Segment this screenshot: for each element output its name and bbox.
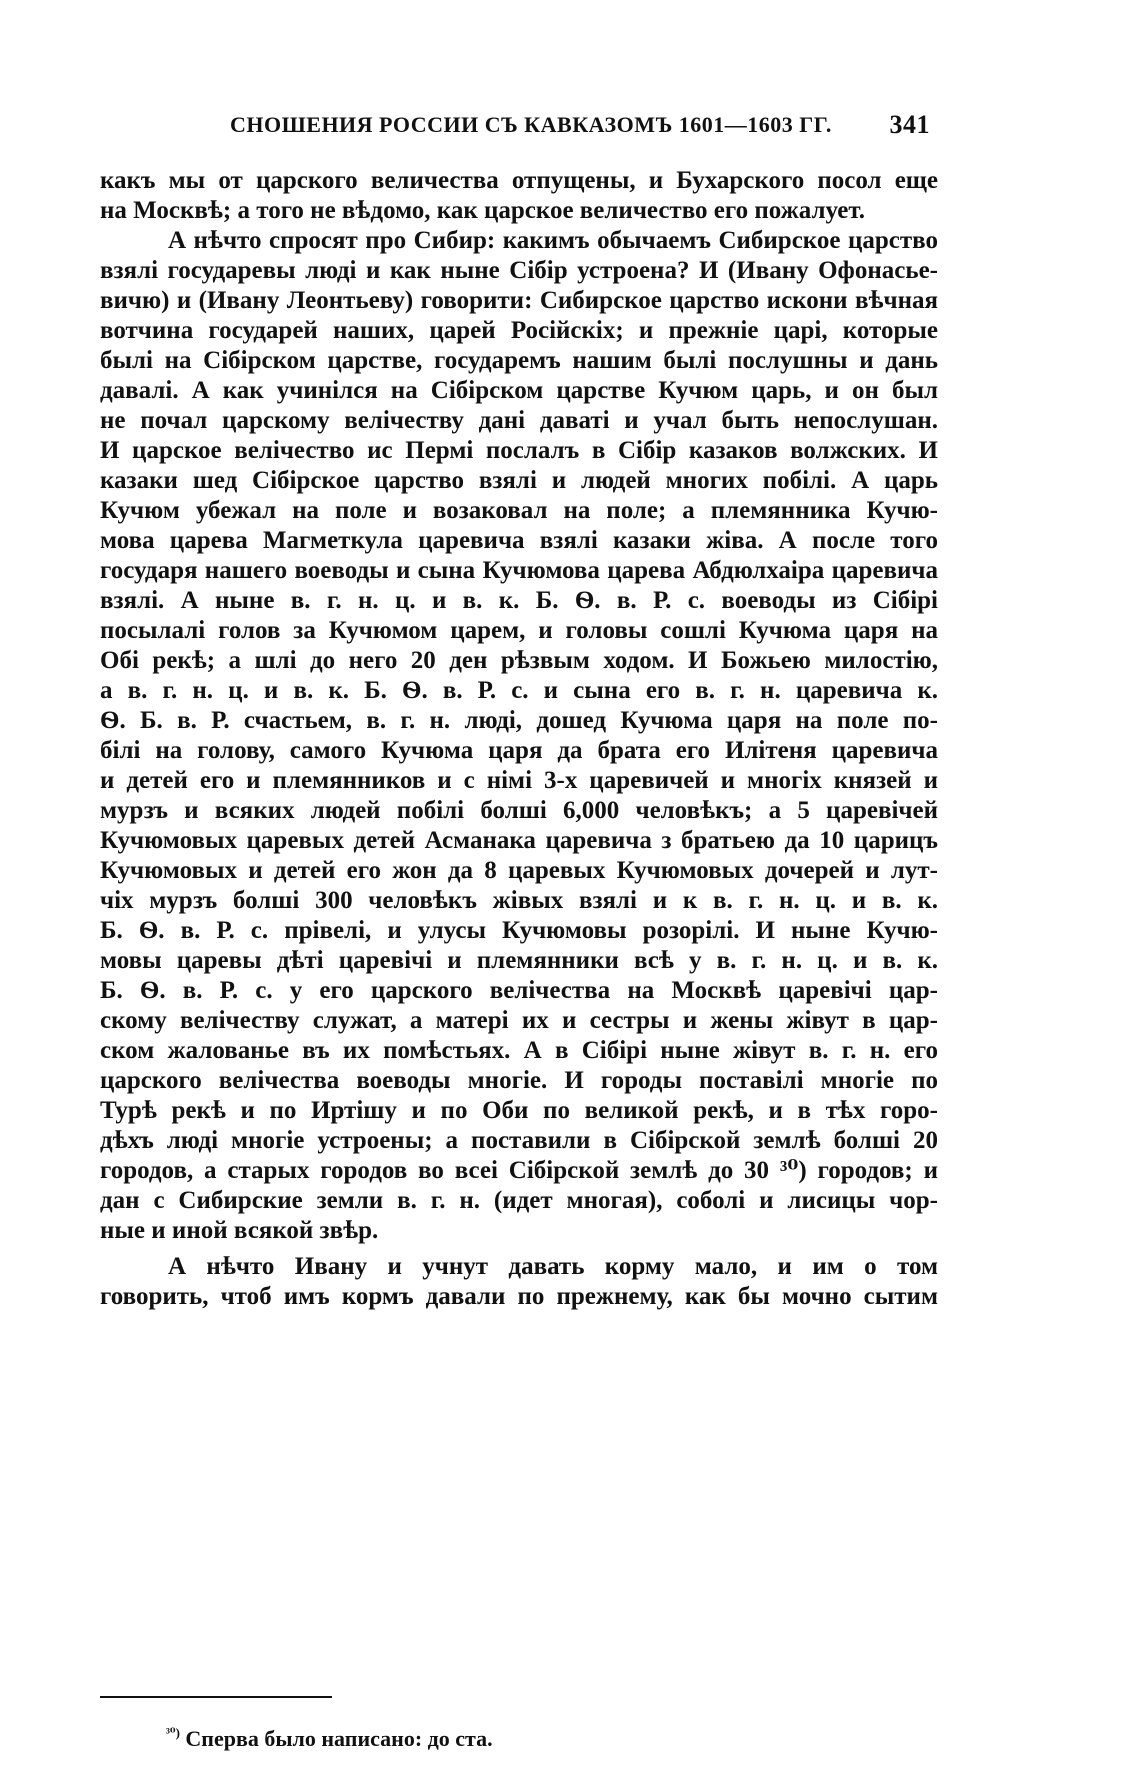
text-line: Кучюмовых царевых детей Асманака царевича з братьею да 10 царицъ xyxy=(100,827,938,854)
text-line: на Москвѣ; а того не вѣдомо, как царское величество его пожалует. xyxy=(100,197,866,224)
footnote-rule xyxy=(100,1696,332,1698)
text-line: А нѣчто спросят про Сибир: какимъ обычаемъ Сибирское царство xyxy=(168,227,938,254)
page-number: 341 xyxy=(889,110,930,139)
text-line: ском жалованье въ их помѣстьях. А в Сібірі ныне жівут в. г. н. его xyxy=(100,1037,938,1064)
text-line: какъ мы от царского величества отпущены, и Бухарского посол еще xyxy=(100,167,938,194)
text-line: Турѣ рекѣ и по Иртішу и по Оби по великой рекѣ, и в тѣх горо- xyxy=(100,1097,938,1124)
text-line: взялі государевы люді и как ныне Сібір устроена? И (Ивану Офонасье- xyxy=(100,257,938,284)
footnote xyxy=(166,1718,493,1754)
text-line: говорить, чтоб имъ кормъ давали по прежнему, как бы мочно сытим xyxy=(100,1283,938,1310)
footnote-text: Сперва было написано: до ста. xyxy=(185,1726,493,1751)
text-line: вотчина государей наших, царей Російскіх; и прежніе царі, которые xyxy=(100,317,938,344)
text-line: чіх мурзъ болші 300 человѣкъ жівых взялі и к в. г. н. ц. и в. к. xyxy=(100,887,938,914)
text-line: городов, а старых городов во всеі Сібірской землѣ до 30 ³⁰) городов; и xyxy=(100,1157,938,1184)
text-line: Кучюмовых и детей его жон да 8 царевых Кучюмовых дочерей и лут- xyxy=(100,857,938,884)
running-title: СНОШЕНИЯ РОССИИ СЪ КАВКАЗОМЪ 1601—1603 ГГ. xyxy=(230,112,832,137)
text-line: А нѣчто Ивану и учнут давать корму мало, и им о том xyxy=(168,1253,938,1280)
text-line: государя нашего воеводы и сына Кучюмова царева Абдюлхаіра царевича xyxy=(100,557,938,584)
text-line: а в. г. н. ц. и в. к. Б. Ѳ. в. Р. с. и сына его в. г. н. царевича к. xyxy=(100,677,938,704)
footnote-marker: ³⁰) xyxy=(166,1725,180,1740)
text-line: не почал царскому велічеству дані даваті и учал быть непослушан. xyxy=(100,407,938,434)
text-line: скому велічеству служат, а матері их и сестры и жены жівут в цар- xyxy=(100,1007,938,1034)
text-line: посылалі голов за Кучюмом царем, и головы сошлі Кучюма царя на xyxy=(100,617,938,644)
text-line: мова царева Магметкула царевича взялі казаки жіва. А после того xyxy=(100,527,938,554)
text-line: царского велічества воеводы многіе. И городы поставілі многіе по xyxy=(100,1067,938,1094)
text-line: былі на Сібірском царстве, государемъ нашим былі послушны и дань xyxy=(100,347,938,374)
text-line: білі на голову, самого Кучюма царя да брата его Илітеня царевича xyxy=(100,737,938,764)
text-line: вичю) и (Ивану Леонтьеву) говорити: Сибирское царство искони вѣчная xyxy=(100,287,938,314)
text-line: Кучюм убежал на поле и возаковал на поле; а племянника Кучю- xyxy=(100,497,938,524)
text-line: и детей его и племянников и с німі 3-х царевичей и многіх князей и xyxy=(100,767,938,794)
text-line: И царское велічество ис Пермі послалъ в Сібір казаков волжских. И xyxy=(100,437,938,464)
text-line: Б. Ѳ. в. Р. с. у его царского велічества на Москвѣ царевічі цар- xyxy=(100,977,938,1004)
text-line: Ѳ. Б. в. Р. счастьем, в. г. н. люді, дошед Кучюма царя на поле по- xyxy=(100,707,938,734)
text-line: Б. Ѳ. в. Р. с. прівелі, и улусы Кучюмовы розорілі. И ныне Кучю- xyxy=(100,917,938,944)
text-line: казаки шед Сібірское царство взялі и людей многих побілі. А царь xyxy=(100,467,938,494)
text-line: взялі. А ныне в. г. н. ц. и в. к. Б. Ѳ. в. Р. с. воеводы из Сібірі xyxy=(100,587,938,614)
body-text xyxy=(100,166,938,1312)
text-line: Обі рекѣ; а шлі до него 20 ден рѣзвым ходом. И Божьею милостію, xyxy=(100,647,938,674)
text-line: мовы царевы дѣті царевічі и племянники всѣ у в. г. н. ц. и в. к. xyxy=(100,947,938,974)
text-line: мурзъ и всяких людей побілі болші 6,000 человѣкъ; а 5 царевічей xyxy=(100,797,938,824)
text-line: дѣхъ люді многіе устроены; а поставили в Сібірской землѣ болші 20 xyxy=(100,1127,938,1154)
text-line: дан с Сибирские земли в. г. н. (идет многая), соболі и лисицы чор- xyxy=(100,1187,938,1214)
text-line: ные и иной всякой звѣр. xyxy=(100,1217,379,1244)
running-head xyxy=(230,112,930,144)
text-line: давалі. А как учинілся на Сібірском царстве Кучюм царь, и он был xyxy=(100,377,938,404)
